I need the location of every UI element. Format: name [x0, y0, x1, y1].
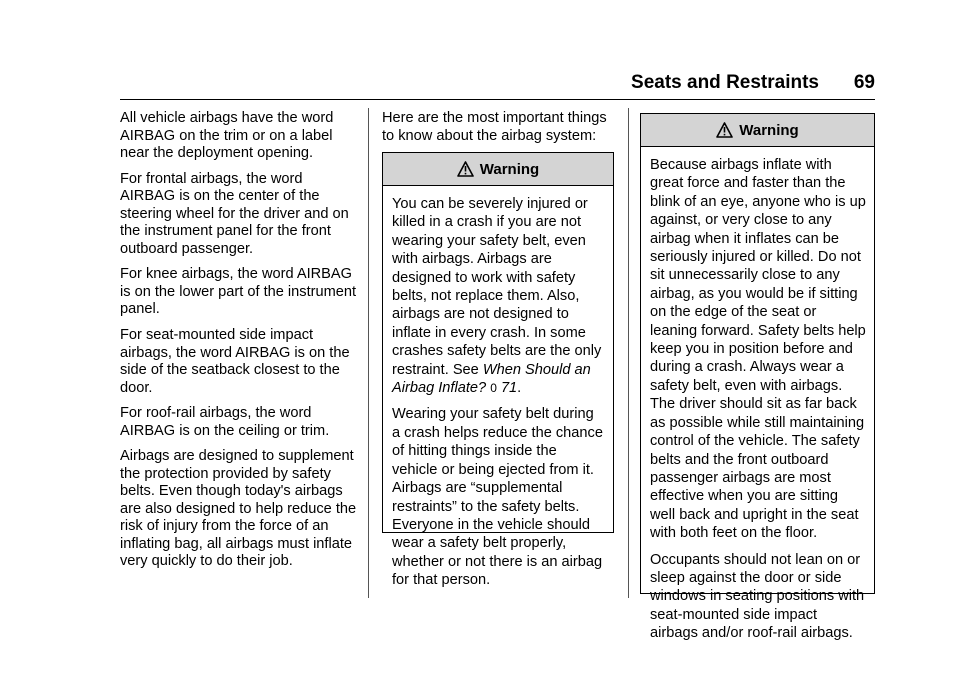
paragraph: All vehicle airbags have the word AIRBAG on the trim or on a label near the deployment opening. [120, 110, 334, 161]
warning-paragraph [392, 195, 605, 397]
paragraph: For frontal airbags, the word AIRBAG is on the center of the steering wheel for the driver and on the instrument panel for the front outboard passenger. [120, 170, 349, 257]
paragraph: Airbags are designed to supplement the protection provided by safety belts. Even though today's airbags are also designed to help reduce the risk of injury from the force of an inflating bag, all airbags must inflate very quickly to do their job. [120, 448, 357, 570]
paragraph: For seat-mounted side impact airbags, the word AIRBAG is on the side of the seatback closest to the door. [120, 327, 350, 396]
warning-triangle-icon [457, 161, 474, 177]
warning-text: You can be severely injured or killed in a crash if you are not wearing your safety belt, even with airbags. Airbags are designed to work with safety belts, not replace them. Also, airbags are not designed to inflate in every crash. In some crashes safety belts are the only restraint. See [392, 196, 602, 378]
warning-box [640, 113, 875, 642]
warning-body [641, 147, 874, 643]
page-number: 69 [853, 72, 875, 93]
paragraph: For knee airbags, the word AIRBAG is on the lower part of the instrument panel. [120, 266, 357, 318]
column-divider [628, 108, 629, 598]
header-rule [120, 99, 875, 100]
warning-header [383, 153, 613, 186]
paragraph: For roof-rail airbags, the word AIRBAG is on the ceiling or trim. [120, 405, 330, 439]
column-divider [368, 108, 369, 598]
period: . [517, 380, 522, 397]
cross-reference-link[interactable]: When Should an Airbag Inflate? [392, 361, 591, 397]
column-left [120, 110, 360, 579]
warning-paragraph: Wearing your safety belt during a crash helps reduce the chance of hitting things inside the vehicle or being ejected from it. Airbags are “supplemental restraints” to the safety belts. Everyone in the vehicle should wear a safety belt properly, whether or not there is an airbag for that person. [392, 406, 603, 589]
warning-triangle-icon [716, 122, 733, 138]
section-title: Seats and Restraints [631, 72, 819, 93]
warning-title: Warning [739, 121, 799, 139]
intro-paragraph: Here are the most important things to know about the airbag system: [382, 110, 607, 144]
warning-paragraph: Because airbags inflate with great force and faster than the blink of an eye, anyone who is up against, or very close to any airbag when it inflates can be seriously injured or killed. Do not sit unnecessarily close to any airbag, as you would be if sitting on the edge of the seat or leaning forward. Safety belts help keep you in position before and during a crash. Always wear a safety belt, even with airbags. The driver should sit as far back as possible while still maintaining control of the vehicle. The safety belts and the front outboard passenger airbags are most effective when you are sitting well back and upright in the seat with both feet on the floor. [650, 157, 866, 542]
warning-body [383, 186, 613, 590]
column-middle [382, 110, 617, 153]
page-header [120, 70, 875, 98]
page-reference-icon: 0 [490, 381, 497, 396]
warning-paragraph: Occupants should not lean on or sleep against the door or side windows in seating positions with seat-mounted side impact airbags and/or roof-rail airbags. [650, 551, 865, 642]
warning-title: Warning [479, 160, 540, 178]
warning-header [641, 114, 874, 147]
warning-box [382, 152, 614, 589]
reference-page[interactable]: 71 [500, 380, 518, 397]
